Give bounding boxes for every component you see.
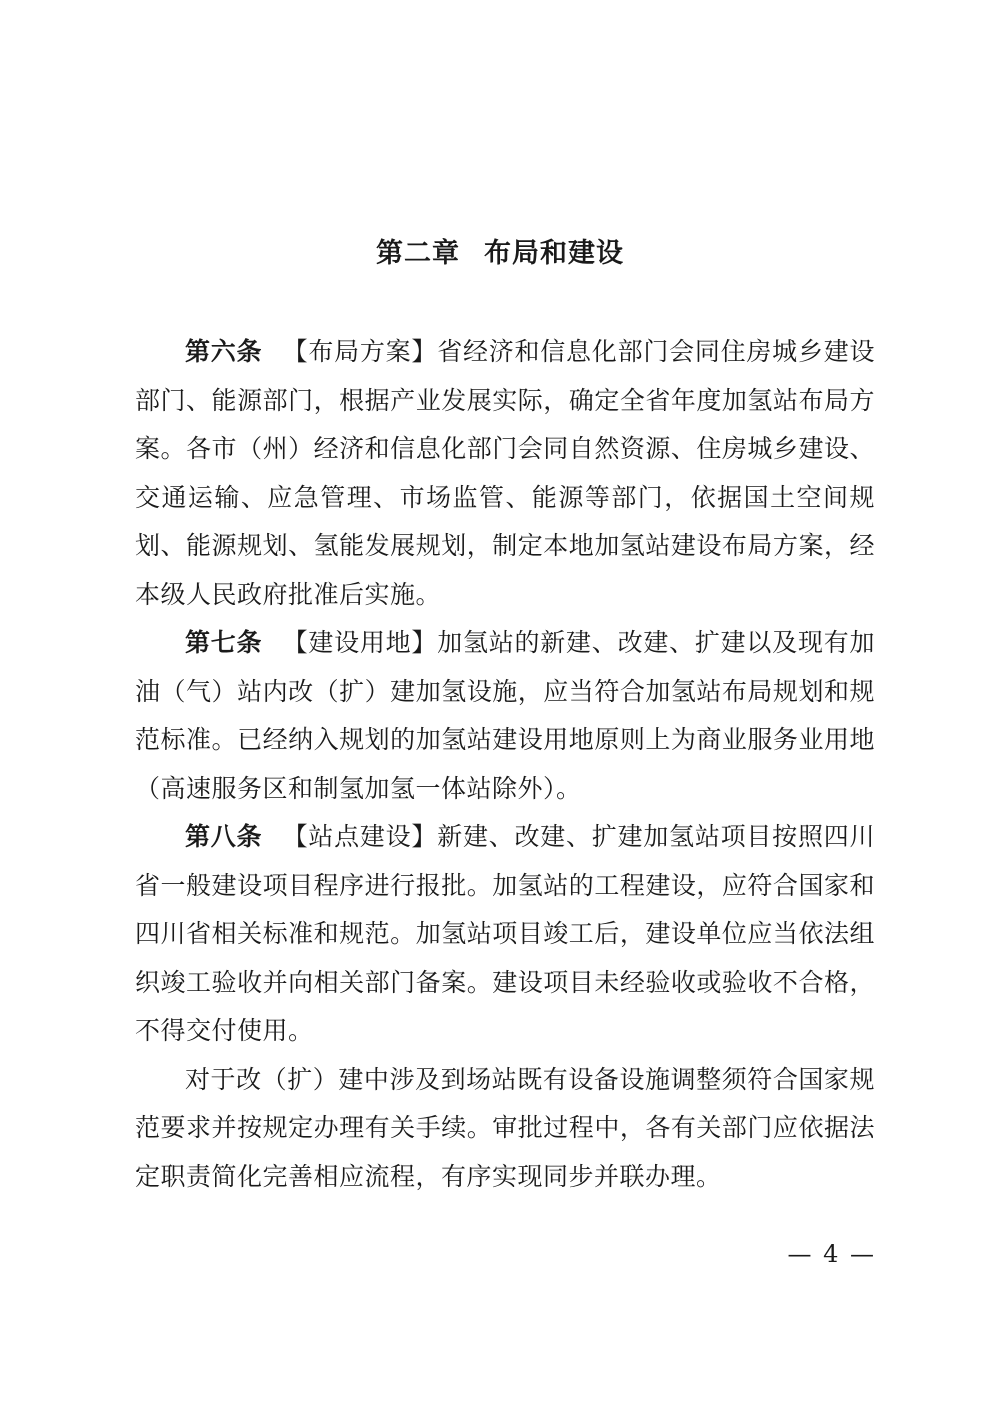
article-number: 第八条 xyxy=(185,822,263,851)
article-number: 第七条 xyxy=(185,628,263,657)
article-paragraph xyxy=(135,813,875,1056)
article-paragraph xyxy=(135,619,875,813)
page-number: — 4 — xyxy=(787,1240,876,1268)
article-text: 【建设用地】加氢站的新建、改建、扩建以及现有加油（气）站内改（扩）建加氢设施，应当符合加氢站布局规划和规范标准。已经纳入规划的加氢站建设用地原则上为商业服务业用地（高速服务区和制氢加氢一体站除外）。 xyxy=(135,628,875,803)
supplementary-paragraph: 对于改（扩）建中涉及到场站既有设备设施调整须符合国家规范要求并按规定办理有关手续。审批过程中，各有关部门应依据法定职责简化完善相应流程，有序实现同步并联办理。 xyxy=(135,1064,875,1191)
chapter-number: 第二章 xyxy=(376,238,460,269)
document-body xyxy=(135,328,875,1201)
article-text: 【布局方案】省经济和信息化部门会同住房城乡建设部门、能源部门，根据产业发展实际，确定全省年度加氢站布局方案。各市（州）经济和信息化部门会同自然资源、住房城乡建设、交通运输、应急管理、市场监管、能源等部门，依据国土空间规划、能源规划、氢能发展规划，制定本地加氢站建设布局方案，经本级人民政府批准后实施。 xyxy=(135,337,875,609)
chapter-title-text: 布局和建设 xyxy=(484,238,624,269)
chapter-heading xyxy=(0,232,1000,276)
article-number: 第六条 xyxy=(185,337,263,366)
article-text: 【站点建设】新建、改建、扩建加氢站项目按照四川省一般建设项目程序进行报批。加氢站的工程建设，应符合国家和四川省相关标准和规范。加氢站项目竣工后，建设单位应当依法组织竣工验收并向相关部门备案。建设项目未经验收或验收不合格，不得交付使用。 xyxy=(135,822,875,1045)
article-paragraph xyxy=(135,328,875,619)
